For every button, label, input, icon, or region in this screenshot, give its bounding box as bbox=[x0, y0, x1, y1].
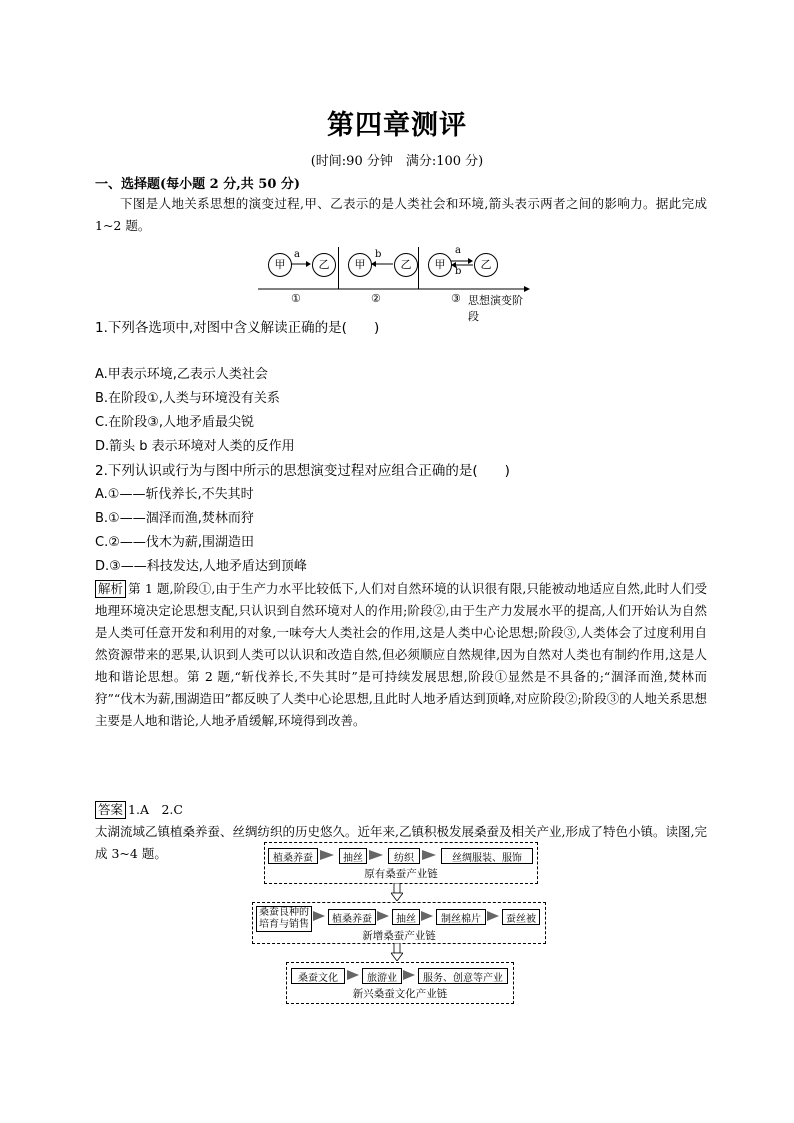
chain-caption: 新兴桑蚕文化产业链 bbox=[352, 988, 448, 1000]
arrow-label-b: b bbox=[455, 266, 462, 277]
q1-option-b: B.在阶段①,人类与环境没有关系 bbox=[95, 391, 280, 406]
q2-option-c: C.②——伐木为薪,围湖造田 bbox=[95, 535, 254, 550]
arrow-right-icon bbox=[403, 970, 415, 980]
chain-node: 植桑养蚕 bbox=[268, 848, 318, 864]
arrow-label-b: b bbox=[375, 249, 382, 260]
arrow-right-icon bbox=[422, 850, 436, 860]
q1-option-a: A.甲表示环境,乙表示人类社会 bbox=[95, 367, 268, 382]
circle-yi-2: 乙 bbox=[394, 253, 418, 277]
emerging-chain-box bbox=[286, 962, 514, 1004]
q2-option-b: B.①——涸泽而渔,焚林而狩 bbox=[95, 511, 254, 526]
circle-yi-1: 乙 bbox=[312, 253, 336, 277]
analysis-block bbox=[95, 578, 707, 732]
original-chain-box bbox=[264, 842, 538, 884]
arrow-right-icon bbox=[369, 850, 383, 860]
chain-node: 抽丝 bbox=[339, 848, 367, 864]
chain-node: 植桑养蚕 bbox=[328, 909, 376, 925]
stage-label-1: ① bbox=[291, 292, 301, 305]
arrow-right-icon bbox=[320, 850, 334, 860]
stage-label-3: ③ bbox=[451, 292, 461, 305]
arrow-label-a: a bbox=[294, 249, 300, 260]
arrow-right-icon bbox=[313, 911, 325, 921]
question-1-stem: 1.下列各选项中,对图中含义解读正确的是( ) bbox=[95, 320, 380, 336]
arrow-right-icon bbox=[347, 970, 359, 980]
chain-node: 制丝棉片 bbox=[436, 909, 486, 925]
answer-block bbox=[95, 800, 183, 819]
q2-option-d: D.③——科技发达,人地矛盾达到顶峰 bbox=[95, 559, 307, 574]
circle-jia-3: 甲 bbox=[428, 253, 452, 277]
analysis-text: 第 1 题,阶段①,由于生产力水平比较低下,人们对自然环境的认识很有限,只能被动地适应自然,此时人们受地理环境决定论思想支配,只认识到自然环境对人的作用;阶段②,由于生产力发展水平的提高,人们开始认为自然是人类可任意开发和利用的对象,一味夸大人类社会的作用,这是人类中心论思想;阶段③,人类体会了过度利用自然资源带来的恶果,认识到人类可以认识和改造自然,但必须顺应自然规律,因为自然对人类也有制约作用,这是人地和谐论思想。第 2 题,“斩伐养长,不失其时”是可持续发展思想,阶段①显然是不具备的;“涸泽而渔,焚林而狩”“伐木为薪,围湖造田”都反映了人类中心论思想,且此时人地矛盾达到顶峰,对应阶段②;阶段③的人地关系思想主要是人地和谐论,人地矛盾缓解,环境得到改善。 bbox=[95, 581, 707, 728]
page-title: 第四章测评 bbox=[327, 110, 467, 141]
arrow-right-icon bbox=[421, 911, 433, 921]
circle-jia-2: 甲 bbox=[348, 253, 372, 277]
page-subtitle: (时间:90 分钟 满分:100 分) bbox=[310, 154, 484, 169]
chain-node: 旅游业 bbox=[362, 968, 402, 984]
arrow-right-icon bbox=[291, 257, 311, 267]
arrow-right-icon bbox=[377, 911, 389, 921]
answer-tag: 答案 bbox=[95, 801, 126, 819]
new-chain-box bbox=[252, 902, 546, 944]
circle-yi-3: 乙 bbox=[474, 253, 498, 277]
section-heading: 一、选择题(每小题 2 分,共 50 分) bbox=[95, 177, 301, 192]
arrow-label-a: a bbox=[455, 245, 461, 256]
axis-label: 思想演变阶段 bbox=[468, 294, 523, 323]
chain-node: 纺织 bbox=[388, 848, 420, 864]
q2-option-a: A.①——斩伐养长,不失其时 bbox=[95, 487, 254, 502]
stage-divider bbox=[338, 247, 339, 289]
q1-option-c: C.在阶段③,人地矛盾最尖锐 bbox=[95, 415, 254, 430]
arrow-left-icon bbox=[371, 257, 393, 267]
chain-node: 服务、创意等产业 bbox=[418, 968, 508, 984]
arrow-right-icon bbox=[487, 911, 499, 921]
chain-node: 蚕丝被 bbox=[502, 909, 540, 925]
arrow-down-icon bbox=[391, 883, 403, 901]
circle-jia-1: 甲 bbox=[268, 253, 292, 277]
man-land-diagram bbox=[258, 245, 530, 323]
stage-divider bbox=[418, 247, 419, 289]
arrow-down-icon bbox=[391, 943, 403, 961]
q1-option-d: D.箭头 b 表示环境对人类的反作用 bbox=[95, 439, 295, 454]
chain-node: 丝绸服装、服饰 bbox=[441, 848, 533, 864]
intro-paragraph-2: 太湖流域乙镇植桑养蚕、丝绸纺织的历史悠久。近年来,乙镇积极发展桑蚕及相关产业,形成了特色小镇。读图,完成 3~4 题。 bbox=[95, 824, 707, 861]
analysis-tag: 解析 bbox=[95, 580, 126, 598]
chain-node-breeding: 桑蚕良种的 培育与销售 bbox=[256, 906, 312, 932]
question-2-stem: 2.下列认识或行为与图中所示的思想演变过程对应组合正确的是( ) bbox=[95, 463, 510, 479]
chain-node: 桑蚕文化 bbox=[291, 968, 345, 984]
stage-label-2: ② bbox=[371, 292, 381, 305]
chain-node: 抽丝 bbox=[392, 909, 420, 925]
chain-caption: 原有桑蚕产业链 bbox=[364, 868, 438, 880]
intro-paragraph-1: 下图是人地关系思想的演变过程,甲、乙表示的是人类社会和环境,箭头表示两者之间的影响力。据此完成 1~2 题。 bbox=[95, 196, 707, 233]
answer-text: 1.A 2.C bbox=[128, 802, 183, 817]
industry-chain-diagram bbox=[252, 842, 552, 1008]
chain-caption: 新增桑蚕产业链 bbox=[362, 930, 436, 942]
